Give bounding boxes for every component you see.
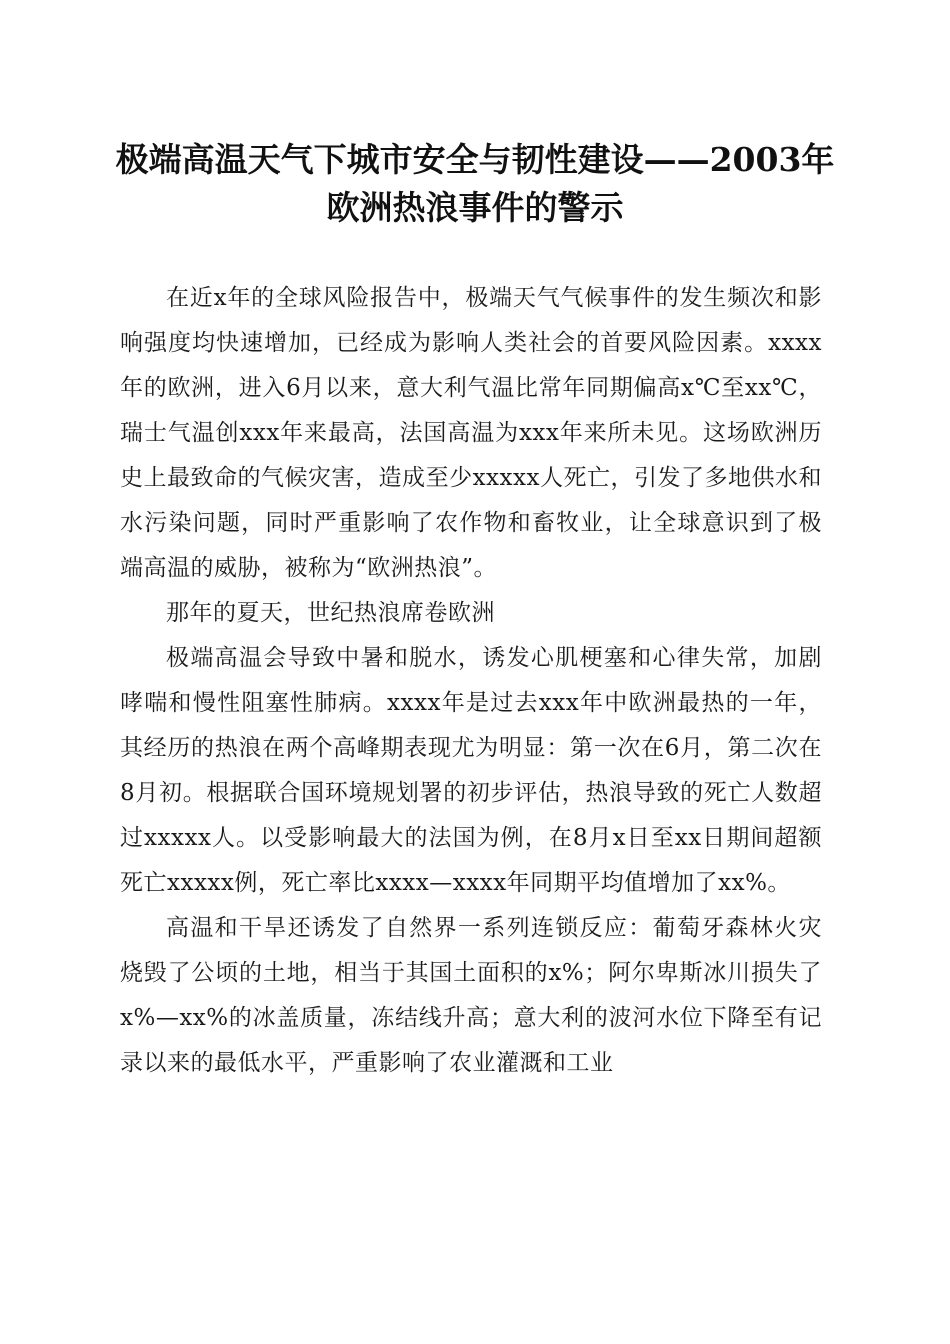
paragraph-intro: 在近x年的全球风险报告中，极端天气气候事件的发生频次和影响强度均快速增加，已经成为影响人类社会的首要风险因素。xxxx年的欧洲，进入6月以来，意大利气温比常年同期偏高x℃至xx℃，瑞士气温创xxx年来最高，法国高温为xxx年来所未见。这场欧洲历史上最致命的气候灾害，造成至少xxxxx人死亡，引发了多地供水和水污染问题，同时严重影响了农作物和畜牧业，让全球意识到了极端高温的威胁，被称为“欧洲热浪”。 bbox=[120, 285, 822, 581]
paragraph-health-impact: 极端高温会导致中暑和脱水，诱发心肌梗塞和心律失常，加剧哮喘和慢性阻塞性肺病。xxxx年是过去xxx年中欧洲最热的一年，其经历的热浪在两个高峰期表现尤为明显：第一次在6月，第二次在8月初。根据联合国环境规划署的初步评估，热浪导致的死亡人数超过xxxxx人。以受影响最大的法国为例，在8月x日至xx日期间超额死亡xxxxx例，死亡率比xxxx—xxxx年同期平均值增加了xx%。 bbox=[120, 645, 822, 896]
document-body bbox=[120, 276, 822, 1086]
paragraph-chain-reaction: 高温和干旱还诱发了自然界一系列连锁反应：葡萄牙森林火灾烧毁了公顷的土地，相当于其国土面积的x%；阿尔卑斯冰川损失了x%—xx%的冰盖质量，冻结线升高；意大利的波河水位下降至有记录以来的最低水平，严重影响了农业灌溉和工业 bbox=[120, 915, 822, 1076]
document-title: 极端高温天气下城市安全与韧性建设——2003年欧洲热浪事件的警示 bbox=[115, 140, 835, 227]
section-heading: 那年的夏天，世纪热浪席卷欧洲 bbox=[166, 600, 495, 626]
